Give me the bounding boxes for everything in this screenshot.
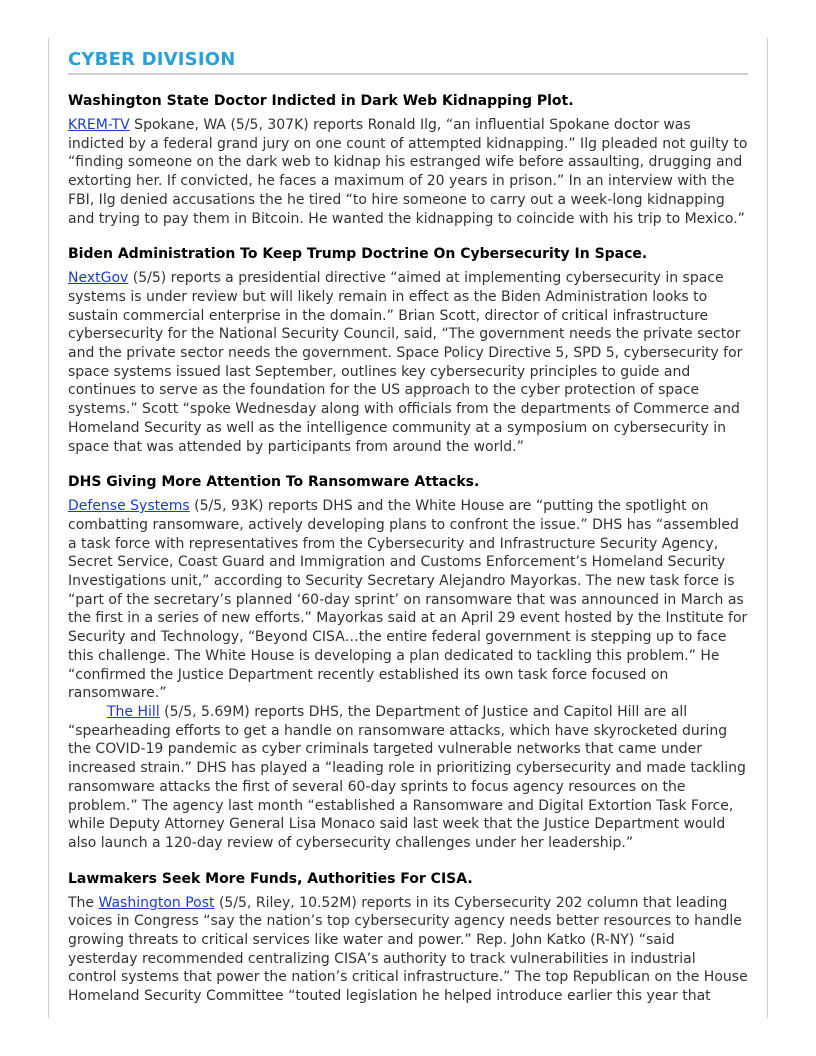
article-headline: Washington State Doctor Indicted in Dark Web Kidnapping Plot. (68, 93, 574, 109)
paragraph-prefix: The (68, 894, 99, 911)
article-paragraph (68, 497, 748, 703)
article-headline: Biden Administration To Keep Trump Doctrine On Cybersecurity In Space. (68, 246, 648, 263)
article-3 (68, 473, 748, 852)
paragraph-text: Spokane, WA (5/5, 307K) reports Ronald Ilg, “an influential Spokane doctor was indicted by a federal grand jury on one count of attempted kidnapping.” Ilg pleaded not guilty to “finding someone on the dark web to kidnap his estranged wife before assaulting, drugging and extorting her. If convicted, he faces a maximum of 20 years in prison.” In an interview with the FBI, Ilg denied accusations the he tired “to hire someone to carry out a week-long kidnapping and trying to pay them in Bitcoin. He wanted the kidnapping to coincide with his trip to Mexico.” (68, 117, 748, 227)
article-paragraph (68, 269, 748, 456)
article-headline: Lawmakers Seek More Funds, Authorities For CISA. (68, 870, 473, 887)
article-paragraph (68, 116, 748, 228)
paragraph-text: (5/5) reports a presidential directive “aimed at implementing cybersecurity in space systems is under review but will likely remain in effect as the Biden Administration looks to sustain commercial enterprise in the domain.” Brian Scott, director of critical infrastructure cybersecurity for the National Security Council, said, “The government needs the private sector and the private sector needs the government. Space Policy Directive 5, SPD 5, cybersecurity for space systems issued last September, outlines key cybersecurity principles to guide and continues to serve as the foundation for the US approach to the cyber protection of space systems.” Scott “spoke Wednesday along with officials from the departments of Commerce and Homeland Security as well as the intelligence community at a symposium on cybersecurity in space that was attended by participants from around the world.” (68, 270, 743, 455)
article-paragraph (68, 703, 748, 853)
source-link[interactable]: Defense Systems (68, 498, 190, 515)
source-link[interactable]: Washington Post (98, 894, 215, 911)
source-link[interactable]: NextGov (68, 270, 129, 287)
source-link[interactable]: KREM-TV (68, 117, 130, 133)
article-2 (68, 245, 748, 456)
paragraph-text: (5/5, Riley, 10.52M) reports in its Cybersecurity 202 column that leading voices in Congress “say the nation’s top cybersecurity agency needs better resources to handle growing threats to critical services like water and power.” Rep. John Katko (R-NY) “said yesterday recommended centralizing CISA’s authority to track vulnerabilities in industrial control systems that power the nation’s critical infrastructure.” The top Republican on the House Homeland Security Committee “touted legislation he helped introduce earlier this year that (68, 894, 748, 1005)
document-page (68, 48, 748, 1006)
paragraph-text: (5/5, 5.69M) reports DHS, the Department of Justice and Capitol Hill are all “spearheading efforts to get a handle on ransomware attacks, which have skyrocketed during the COVID-19 pandemic as cyber criminals targeted vulnerable networks that came under increased strain.” DHS has played a “leading role in prioritizing cybersecurity and made tackling ransomware attacks the first of several 60-day sprints to focus agency resources on the problem.” The agency last month “established a Ransomware and Digital Extortion Task Force, while Deputy Attorney General Lisa Monaco said last week that the Justice Department would also launch a 120-day review of cybersecurity challenges under her leadership.” (68, 703, 746, 851)
article-1 (68, 92, 748, 228)
left-margin-rule (48, 38, 49, 1018)
article-paragraph (68, 894, 748, 1006)
right-margin-rule (767, 38, 768, 1018)
section-title: CYBER DIVISION (68, 48, 748, 75)
article-headline: DHS Giving More Attention To Ransomware Attacks. (68, 474, 480, 491)
paragraph-text: (5/5, 93K) reports DHS and the White House are “putting the spotlight on combatting ransomware, actively developing plans to confront the issue.” DHS has “assembled a task force with representatives from the Cybersecurity and Infrastructure Security Agency, Secret Service, Coast Guard and Immigration and Customs Enforcement’s Homeland Security Investigations unit,” according to Security Secretary Alejandro Mayorkas. The new task force is “part of the secretary’s planned ‘60-day sprint’ on ransomware that was announced in March as the first in a series of new efforts.” Mayorkas said at an April 29 event hosted by the Institute for Security and Technology, “Beyond CISA…the entire federal government is stepping up to face this challenge. The White House is developing a plan dedicated to tackling this problem.” He “confirmed the Justice Department recently established its own task force focused on ransomware.” (68, 498, 748, 702)
article-4 (68, 870, 748, 1006)
source-link[interactable]: The Hill (107, 703, 160, 720)
